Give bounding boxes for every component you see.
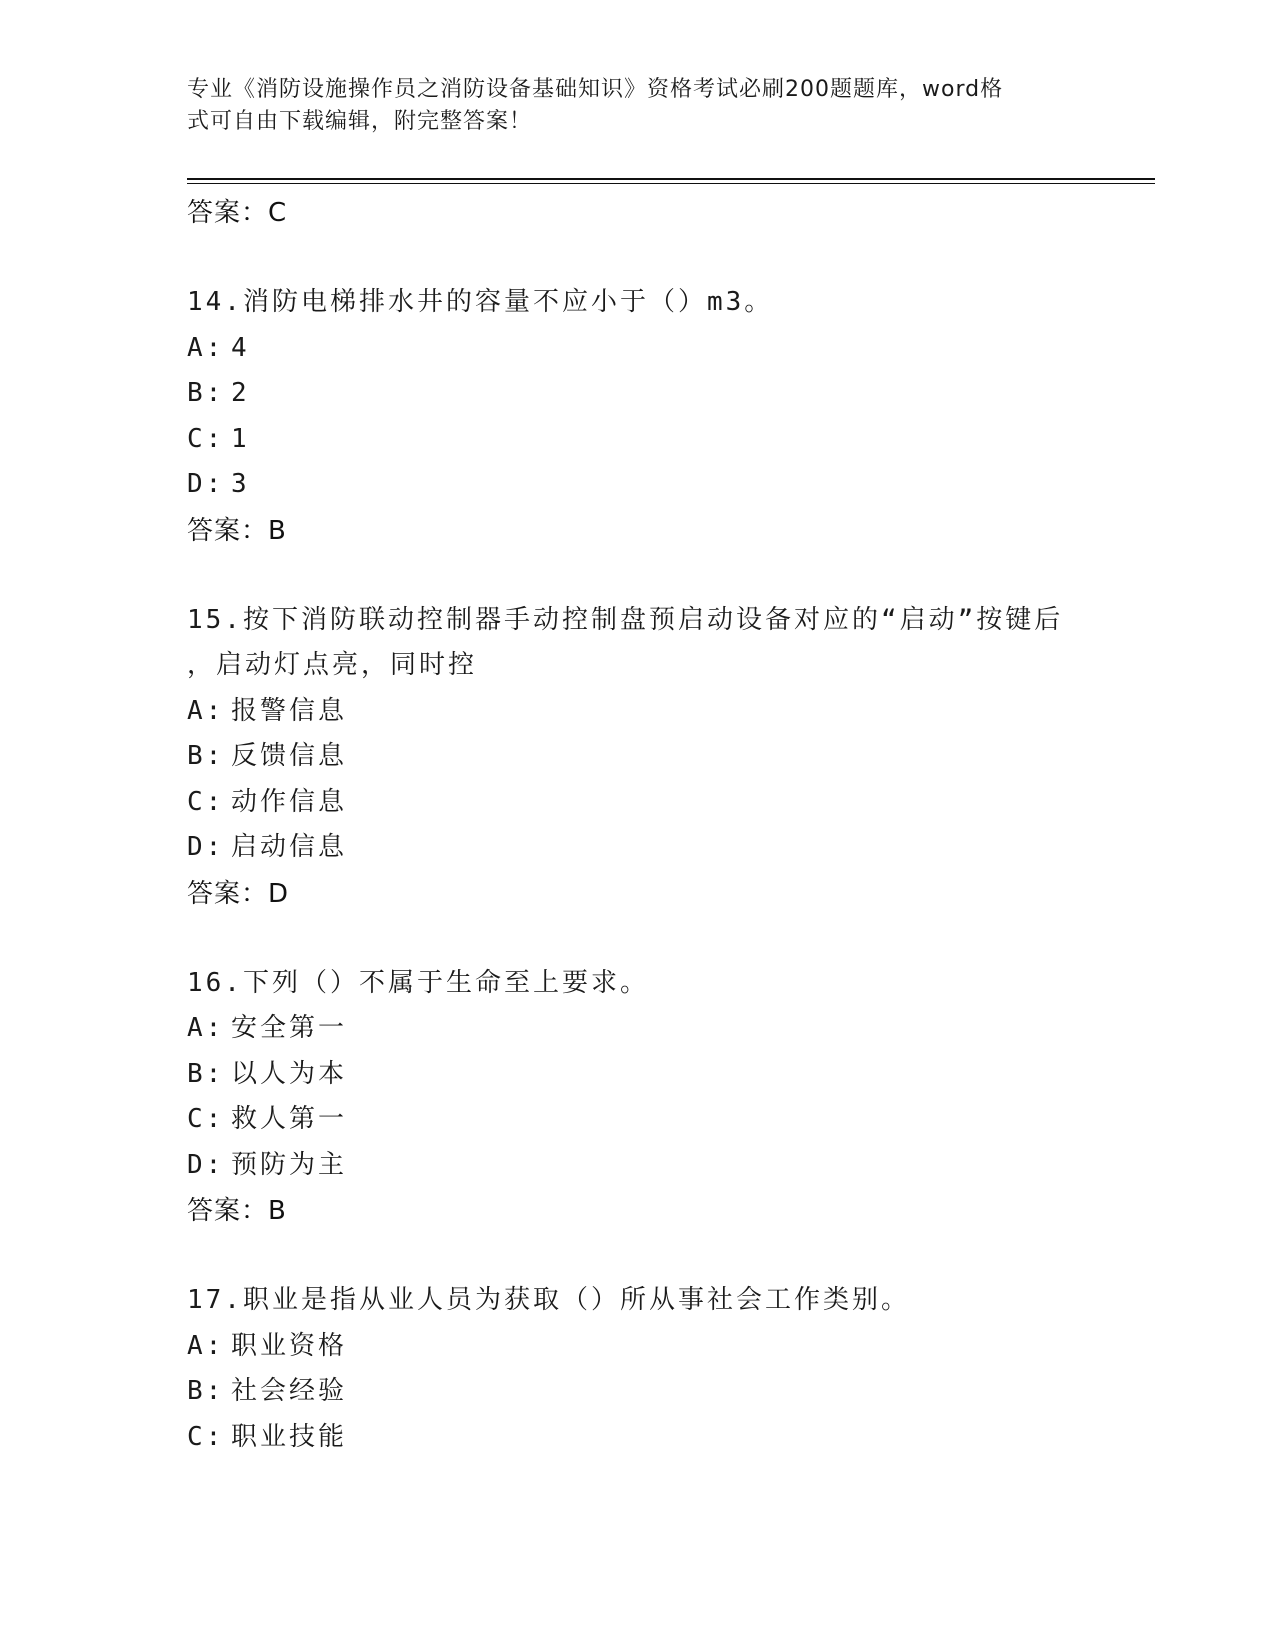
header-line-2: 式可自由下载编辑，附完整答案！ (187, 109, 533, 134)
option-item (187, 1415, 1087, 1461)
option-text: 动作信息 (231, 786, 348, 817)
option-item (187, 1006, 1087, 1052)
question-block (187, 1278, 1087, 1460)
answer-line: 答案：B (187, 515, 287, 546)
option-letter: A: (187, 1013, 225, 1043)
question-text: 14.消防电梯排水井的容量不应小于（）m3。 (187, 287, 774, 317)
option-letter: C: (187, 786, 225, 817)
document-header (187, 74, 1067, 138)
question-text: 15.按下消防联动控制器手动控制盘预启动设备对应的“启动”按键后 (187, 604, 1064, 635)
option-letter: B: (187, 1058, 225, 1089)
header-rule-thick (187, 178, 1155, 180)
option-item (187, 734, 1087, 780)
option-item (187, 689, 1087, 735)
option-letter: A: (187, 695, 225, 726)
option-item (187, 780, 1087, 826)
option-letter: C: (187, 1421, 225, 1452)
option-text: 4 (231, 332, 250, 363)
option-item (187, 462, 1087, 508)
question-block (187, 961, 1087, 1235)
option-item (187, 371, 1087, 417)
option-text: 1 (231, 423, 250, 454)
question-block (187, 280, 1087, 554)
option-text: 以人为本 (231, 1058, 348, 1089)
option-letter: C: (187, 423, 225, 454)
answer-line: 答案：B (187, 1196, 287, 1226)
option-item (187, 1143, 1087, 1189)
option-text: 救人第一 (231, 1104, 348, 1134)
option-text: 社会经验 (231, 1376, 348, 1406)
option-letter: B: (187, 1376, 225, 1406)
option-text: 反馈信息 (231, 741, 348, 771)
answer-line: 答案：D (187, 878, 290, 909)
option-text: 职业技能 (231, 1421, 348, 1452)
question-list (187, 190, 1087, 1460)
option-text: 预防为主 (231, 1149, 348, 1180)
option-letter: A: (187, 332, 225, 363)
option-item (187, 1324, 1087, 1370)
header-rule-thin (187, 183, 1155, 184)
option-item (187, 825, 1087, 871)
option-text: 启动信息 (231, 832, 348, 862)
option-letter: C: (187, 1104, 225, 1134)
option-letter: B: (187, 741, 225, 771)
option-letter: B: (187, 378, 225, 408)
option-item (187, 1369, 1087, 1415)
option-item (187, 1052, 1087, 1098)
header-line-1: 专业《消防设施操作员之消防设备基础知识》资格考试必刷200题题库，word格 (187, 77, 1004, 102)
option-text: 3 (231, 469, 250, 499)
option-item (187, 1097, 1087, 1143)
option-letter: D: (187, 469, 225, 499)
option-letter: A: (187, 1330, 225, 1361)
option-text: 安全第一 (231, 1013, 348, 1043)
question-text: 16.下列（）不属于生命至上要求。 (187, 967, 649, 998)
question-text-continued: ，启动灯点亮，同时控 (187, 650, 478, 680)
question-block (187, 598, 1087, 917)
option-item (187, 326, 1087, 372)
option-letter: D: (187, 1149, 225, 1180)
option-item (187, 417, 1087, 463)
option-text: 报警信息 (231, 695, 348, 726)
option-text: 职业资格 (231, 1330, 348, 1361)
question-text: 17.职业是指从业人员为获取（）所从事社会工作类别。 (187, 1285, 910, 1315)
answer-line: 答案：C (187, 198, 288, 228)
option-text: 2 (231, 378, 250, 408)
option-letter: D: (187, 832, 225, 862)
